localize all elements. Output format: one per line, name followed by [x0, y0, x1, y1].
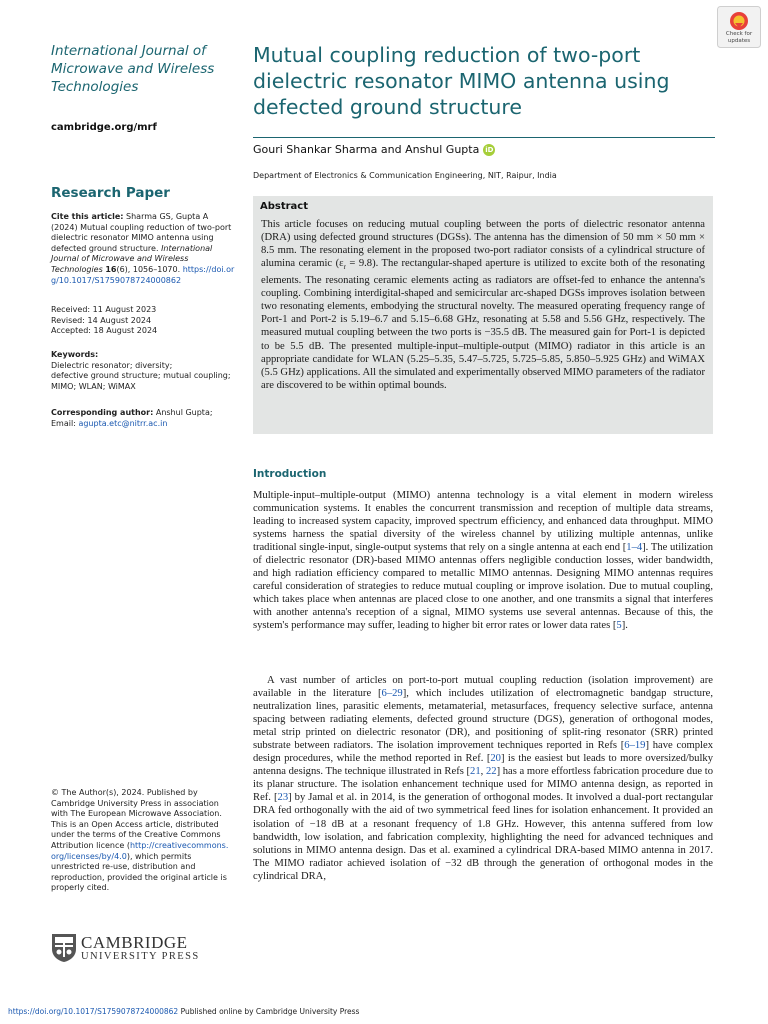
paragraph-text: ] has a more effortless fabrication procedure due to its planar structure. The isolation enhancement technique used for MIMO antenna design, as reported in Ref. [ [253, 766, 714, 804]
corresponding-label: Corresponding author: [51, 408, 154, 417]
revised-date: Revised: 14 August 2024 [51, 315, 152, 325]
email-label: Email: [51, 418, 76, 428]
paragraph-text: ] have complex design procedures, while the method reported in Ref. [ [253, 740, 713, 765]
intro-paragraph-1 [253, 489, 713, 633]
journal-url[interactable]: cambridge.org/mrf [51, 122, 157, 133]
footer-text: Published online by Cambridge University Press [178, 1007, 360, 1016]
cite-issue: (6), 1056–1070. [116, 264, 181, 274]
keywords-line: defective ground structure; mutual coupling; [51, 371, 231, 381]
reference-link[interactable]: 6–29 [381, 688, 403, 700]
corresponding-author [51, 408, 236, 429]
license-text: © The Author(s), 2024. Published by Cambridge University Press in association with The European Microwave Association. This is an Open Access article, distributed under the terms of the Creative Commons Attribution licence ( [51, 788, 222, 850]
paragraph-text: ] by Jamal et al. in 2014, is the generation of orthogonal modes. It involved a dual-port rectangular DRA fed orthogonally with the aid of two symmetrical feed lines for isolation enhancement. It provided an isolation of −18 dB at a resonant frequency of 1.8 GHz. However, this antenna suffered from low bandwidth, low isolation, and fabrication complexity, highlighting the need for advanced techniques and solutions in MIMO antenna design. Das et al. examined a cylindrical DRA-based MIMO antenna in 2017. The MIMO radiator achieved isolation of −32 dB through the generation of orthogonal modes in the cylindrical DRA, [253, 792, 713, 882]
introduction-heading: Introduction [253, 468, 327, 480]
cite-authors: Sharma GS, Gupta A (2024) [51, 212, 209, 232]
badge-line: Check for [725, 31, 753, 37]
license-notice [51, 788, 231, 894]
cite-volume: 16 [105, 264, 117, 274]
paragraph-text: ]. [621, 620, 628, 632]
intro-paragraph-2 [253, 674, 713, 883]
journal-name: International Journal of Microwave and Wireless Technologies [51, 43, 215, 95]
reference-link[interactable]: 6–19 [624, 740, 646, 752]
orcid-icon[interactable]: iD [485, 145, 494, 154]
reference-link[interactable]: 1–4 [626, 542, 643, 554]
cite-journal: International Journal of Microwave and Wireless Technologies [51, 243, 213, 274]
license-link[interactable]: http://creativecommons.org/licenses/by/4.0 [51, 840, 229, 861]
reference-link[interactable]: 20 [490, 753, 501, 765]
footer-doi-link[interactable]: https://doi.org/10.1017/S1759078724000862 [8, 1007, 179, 1016]
authors: Gouri Shankar Sharma and Anshul Gupta [253, 143, 480, 156]
article-type: Research Paper [51, 185, 170, 201]
dates-block [51, 305, 236, 337]
accepted-date: Accepted: 18 August 2024 [51, 326, 158, 336]
publisher-name: CAMBRIDGE [81, 933, 188, 952]
received-date: Received: 11 August 2023 [51, 305, 157, 314]
license-text: ), which permits unrestricted re-use, distribution and reproduction, provided the original article is properly cited. [51, 851, 227, 893]
keywords-block [51, 350, 236, 392]
cite-title: Mutual coupling reduction of two-port dielectric resonator MIMO antenna using defected ground structure. [51, 222, 232, 253]
keywords-line: Dielectric resonator; diversity; [51, 360, 173, 370]
email-link[interactable]: agupta.etc@nitrr.ac.in [78, 418, 168, 428]
paragraph-text: A vast number of articles on port-to-port mutual coupling reduction (isolation improvement) are available in the literature [ [253, 675, 713, 700]
badge-line: updates [727, 37, 751, 44]
reference-link[interactable]: 22 [485, 766, 497, 778]
title-divider [253, 137, 715, 138]
cite-label: Cite this article: [51, 212, 124, 221]
reference-link[interactable]: 21 [470, 766, 481, 778]
paragraph-text: ], which includes utilization of electromagnetic bandgap structure, neutralization lines, parasitic elements, metamaterial, metasurfaces, frequency selective surface, antenna spacing between radiating elements, defected ground structure (DGS), generation of orthogonal modes, metal strip printed on dielectric resonator (DR), and positioning of split-ring resonator (SRR) printed substrate between radiators. The isolation improvement techniques reported in Refs [ [253, 688, 713, 752]
authors-line [253, 143, 495, 156]
paragraph-text: ] is the easiest but leads to more oversized/bulky antenna designs. The technique illustrated in Refs [ [253, 753, 713, 778]
cite-doi-link[interactable]: https://doi.org/10.1017/S1759078724000862 [51, 264, 235, 285]
cite-block [51, 212, 236, 286]
paragraph-text: Multiple-input–multiple-output (MIMO) antenna technology is a vital element in modern wireless communication systems. It enables the concurrent transmission and reception of multiple data streams, leading to increased system capacity, improved spectrum efficiency, and enhanced data throughput. MIMO systems harness the spatial diversity of the wireless channel by utilizing multiple antennas, unlike traditional single-input, single-output systems that rely on a single antenna at each end [ [253, 490, 713, 554]
abstract-heading: Abstract [260, 201, 309, 212]
reference-link[interactable]: 23 [277, 792, 289, 804]
article-title: Mutual coupling reduction of two-port dielectric resonator MIMO antenna using defected ground structure [253, 43, 670, 119]
abstract-subscript: r [343, 263, 346, 272]
abstract-part: = 9.8). The rectangular-shaped aperture is utilized to excite both of the resonating elements. The resonating ceramic elements acting as radiators are offset-fed to enhance the antenna's coupling. Combining interdigital-shaped and semicircular arc-shaped DGSs improves isolation between two resonating elements, embodying the structural novelty. The measured operating frequency range of Port-1 and Port-2 is 5.19–6.7 and 5.15–6.68 GHz, resonating at 5.58 and 5.56 GHz, respectively. The measured mutual coupling between the two ports is −35.5 dB. The measured gain for Port-1 is depicted to be 5.5 dB. The presented multiple-input–multiple-output (MIMO) radiator in this article is an appropriate candidate for WLAN (5.25–5.35, 5.47–5.725, 5.725–5.85, 5.850–5.925 GHz) and WiMAX (5.5 GHz) applications. All the simulated and experimentally observed MIMO parameters of the radiator are discovered to be within optimal bounds. [261, 258, 705, 391]
paragraph-text: , [480, 766, 486, 778]
paragraph-text: ]. The utilization of dielectric resonator (DR)-based MIMO antennas offers negligible conduction losses, wider bandwidth, and high radiation efficiency compared to metallic MIMO antennas. Designing MIMO antennas requires careful consideration of strategies to reduce mutual coupling or improve isolation. Due to mutual coupling, which takes place when antennas are placed close to one another, and one transmits a signal that interferes with another antenna's reception of a signal, MIMO systems use several antennas. Because of this, the system's performance may suffer, leading to higher bit error rates or lower data rates [ [253, 542, 713, 632]
affiliation: Department of Electronics & Communication Engineering, NIT, Raipur, India [253, 171, 557, 180]
corresponding-name: Anshul Gupta; [155, 408, 213, 417]
cambridge-crest-icon [51, 933, 77, 963]
keywords-label: Keywords: [51, 350, 99, 359]
abstract-part: This article focuses on reducing mutual coupling between the ports of dielectric resonator antenna (DRA) using defected ground structures (DGSs). The antenna has the dimension of 50 mm × 50 mm × 8.5 mm. The resonating element in the proposed two-port radiator consists of a cylindrical structure of alumina ceramic (ε [261, 219, 705, 270]
keywords-line: MIMO; WLAN; WiMAX [51, 381, 136, 391]
publisher-press: UNIVERSITY PRESS [81, 951, 200, 962]
reference-link[interactable]: 5 [616, 620, 622, 632]
abstract-text [261, 218, 705, 392]
check-for-updates-label[interactable] [717, 31, 761, 44]
footer [8, 1007, 359, 1016]
